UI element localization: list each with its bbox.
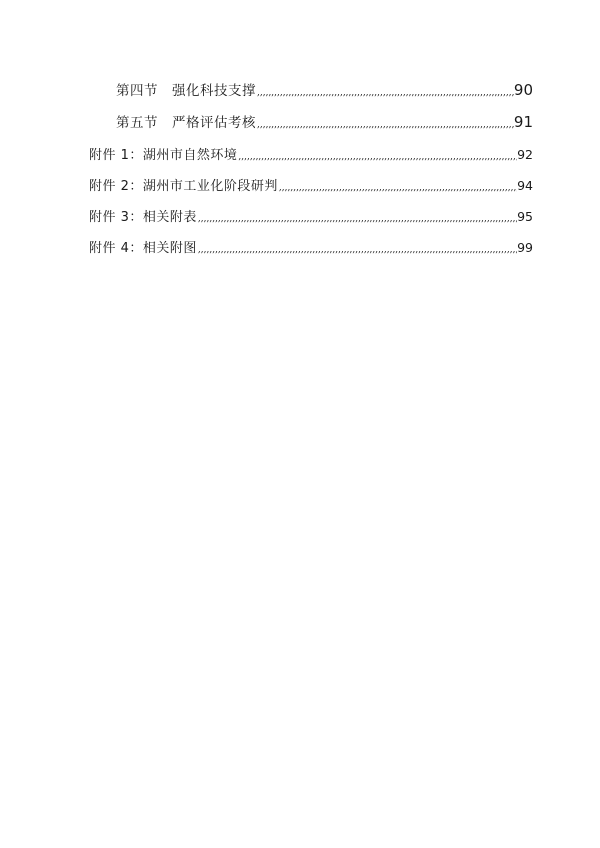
dot-leader [197, 214, 517, 224]
toc-entry-section-5[interactable] [116, 111, 533, 131]
dot-leader [197, 245, 517, 255]
toc-entry-appendix-1[interactable] [89, 144, 533, 163]
toc-entry-label [116, 79, 256, 99]
toc-entry-appendix-2[interactable] [89, 175, 533, 194]
section-number: 第五节 [116, 115, 158, 131]
page-number: 95 [517, 209, 533, 224]
toc-entry-label: 附件 4：相关附图 [89, 241, 197, 256]
page-number: 99 [517, 240, 533, 255]
dot-leader [278, 183, 517, 193]
page-number: 92 [517, 147, 533, 162]
dot-leader [256, 120, 514, 130]
page-number: 94 [517, 178, 533, 193]
page-number: 91 [513, 113, 533, 131]
toc-entry-section-4[interactable] [116, 79, 533, 99]
dot-leader [237, 152, 517, 162]
dot-leader [256, 88, 514, 98]
page-number: 90 [513, 81, 533, 99]
toc-entry-label: 附件 1：湖州市自然环境 [89, 148, 238, 163]
section-number: 第四节 [116, 83, 158, 99]
toc-entry-label [116, 111, 256, 131]
toc-entry-appendix-4[interactable] [89, 237, 533, 256]
toc-entry-label: 附件 2：湖州市工业化阶段研判 [89, 179, 278, 194]
toc-entry-appendix-3[interactable] [89, 206, 533, 225]
section-title: 严格评估考核 [172, 115, 256, 131]
toc-entry-label: 附件 3：相关附表 [89, 210, 197, 225]
section-title: 强化科技支撑 [172, 83, 256, 99]
